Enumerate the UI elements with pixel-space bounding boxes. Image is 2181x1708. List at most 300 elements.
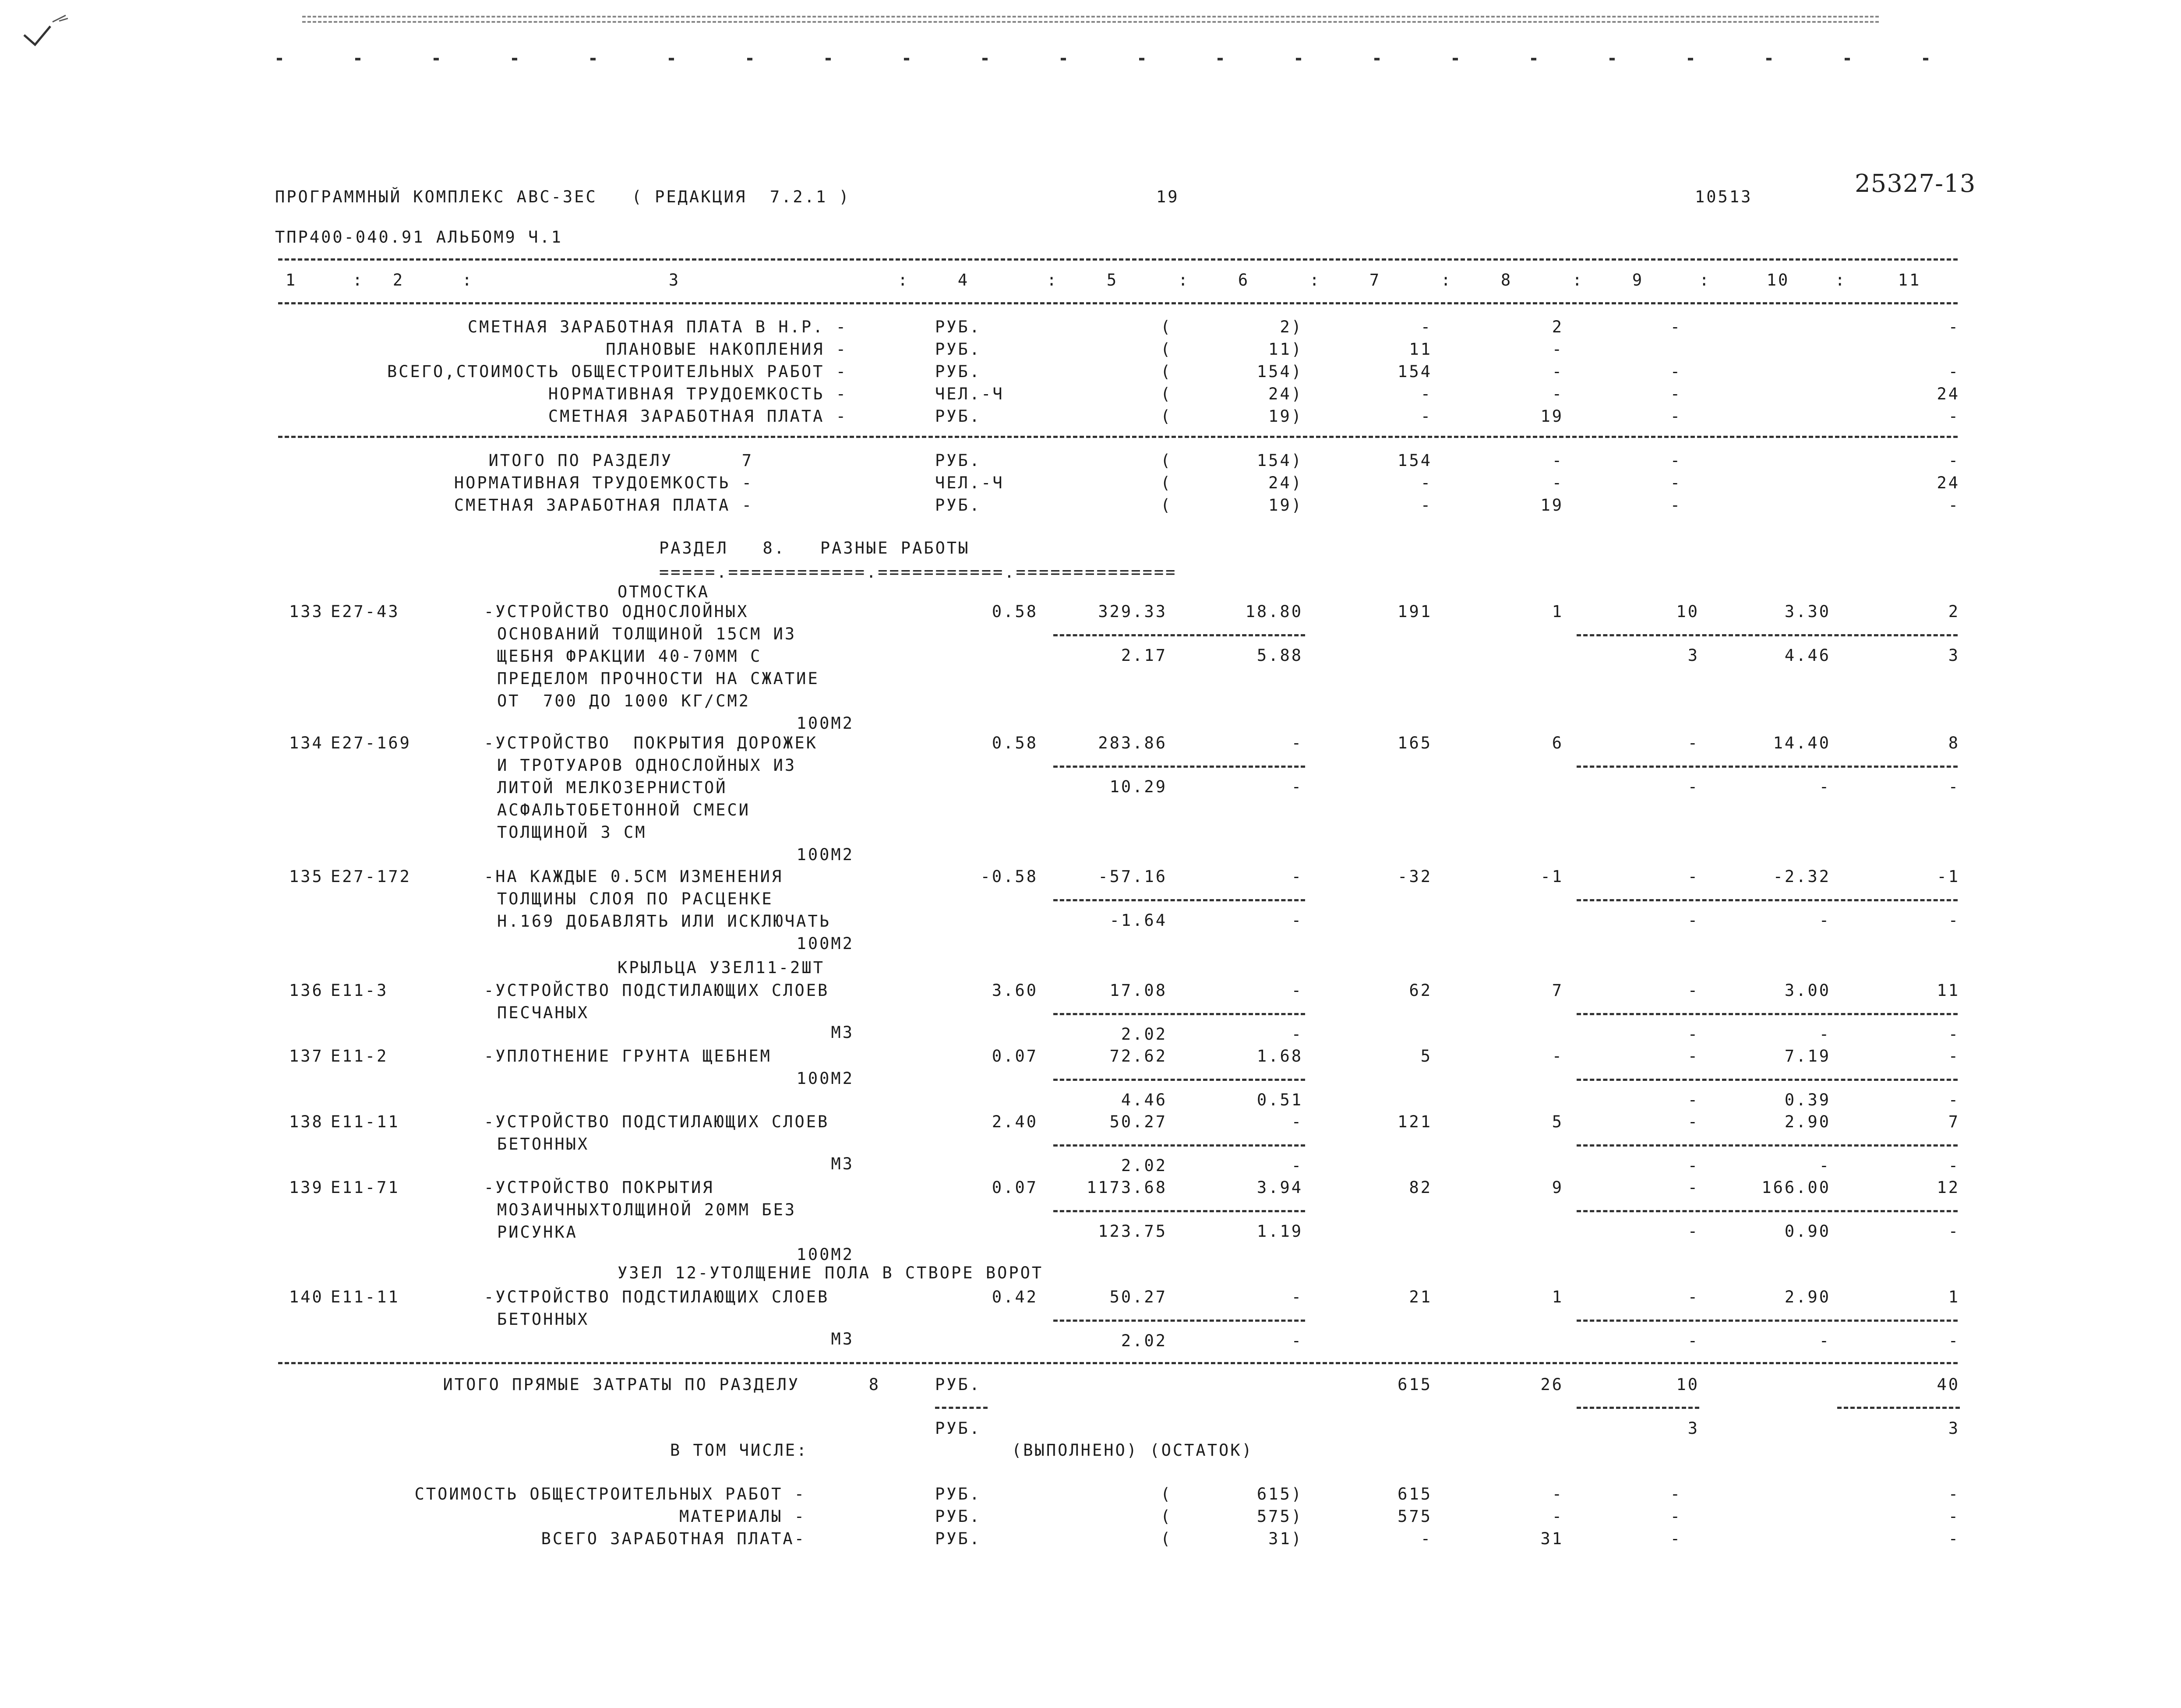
col5-value-second: 2.02 bbox=[1121, 1331, 1167, 1350]
value-divider bbox=[1053, 634, 1305, 636]
paren-value: 154) bbox=[1256, 451, 1303, 470]
col10-value: 3.00 bbox=[1784, 981, 1831, 1000]
value-divider bbox=[1577, 1320, 1958, 1322]
paren-open: ( bbox=[1161, 1507, 1172, 1526]
col9-value-second: - bbox=[1687, 1222, 1699, 1241]
col11-value: -1 bbox=[1937, 867, 1960, 886]
value-divider bbox=[1577, 1079, 1958, 1081]
item-description: ТОЛЩИНОЙ 3 СМ bbox=[497, 823, 647, 842]
subsection-heading: ОТМОСТКА bbox=[618, 582, 710, 601]
unit-cell: РУБ. bbox=[935, 1529, 981, 1548]
column-number: 4 bbox=[957, 271, 970, 289]
col5-value-second: 4.46 bbox=[1121, 1090, 1167, 1109]
col11-value: 11 bbox=[1937, 981, 1960, 1000]
totals-col7: 615 bbox=[1398, 1375, 1432, 1394]
item-description: -НА КАЖДЫЕ 0.5СМ ИЗМЕНЕНИЯ bbox=[484, 867, 783, 886]
col10-value: 7.19 bbox=[1784, 1047, 1831, 1066]
item-description: АСФАЛЬТОБЕТОННОЙ СМЕСИ bbox=[497, 801, 751, 819]
handwritten-number: 25327-13 bbox=[1855, 169, 1976, 198]
col5-value-second: 10.29 bbox=[1109, 777, 1167, 796]
col5-value-second: -1.64 bbox=[1109, 911, 1167, 930]
col9-value: - bbox=[1670, 1507, 1682, 1526]
col9-value: - bbox=[1670, 362, 1682, 381]
perforation-dot bbox=[434, 58, 439, 60]
perforation-dot bbox=[1453, 58, 1458, 60]
totals-divider bbox=[1837, 1407, 1960, 1409]
value-divider bbox=[1577, 634, 1958, 636]
col6-value-second: - bbox=[1291, 1156, 1303, 1175]
col11-value: - bbox=[1948, 407, 1960, 426]
paren-open: ( bbox=[1161, 496, 1172, 515]
col10-value: 166.00 bbox=[1761, 1178, 1831, 1197]
col8-value: - bbox=[1552, 340, 1563, 359]
paren-value: 154) bbox=[1256, 362, 1303, 381]
col9-value: - bbox=[1670, 385, 1682, 403]
col7-value: 5 bbox=[1420, 1047, 1432, 1066]
col11-value: 2 bbox=[1948, 602, 1960, 621]
column-number: 3 bbox=[668, 271, 681, 289]
perforation-dot bbox=[1609, 58, 1615, 60]
paren-value: 2) bbox=[1280, 318, 1303, 336]
item-code: Е27-43 bbox=[331, 602, 400, 621]
col5-value: 329.33 bbox=[1098, 602, 1167, 621]
col7-value: 154 bbox=[1398, 451, 1432, 470]
col9-value: - bbox=[1670, 318, 1682, 336]
col7-value: - bbox=[1420, 1529, 1432, 1548]
col6-value: - bbox=[1291, 981, 1303, 1000]
column-number: 5 bbox=[1106, 271, 1119, 289]
column-separator: : bbox=[898, 271, 910, 289]
column-number: 10 bbox=[1766, 271, 1790, 289]
col8-value: 2 bbox=[1552, 318, 1563, 336]
col11-value-second: - bbox=[1948, 911, 1960, 930]
column-separator: : bbox=[1699, 271, 1711, 289]
col6-value: - bbox=[1291, 734, 1303, 752]
perforation-dot bbox=[826, 58, 831, 60]
paren-open: ( bbox=[1161, 473, 1172, 492]
col5-value-second: 2.17 bbox=[1121, 646, 1167, 665]
col11-value-second: - bbox=[1948, 777, 1960, 796]
col11-value: - bbox=[1948, 362, 1960, 381]
summary-label: СМЕТНАЯ ЗАРАБОТНАЯ ПЛАТА - bbox=[454, 496, 753, 515]
top-rule bbox=[302, 16, 1879, 18]
including-label: В ТОМ ЧИСЛЕ: bbox=[670, 1441, 808, 1460]
col9-value: - bbox=[1687, 1288, 1699, 1306]
item-description: ОТ 700 ДО 1000 КГ/СМ2 bbox=[497, 692, 751, 710]
col10-value-second: 0.39 bbox=[1784, 1090, 1831, 1109]
col9-value: - bbox=[1670, 1485, 1682, 1503]
value-divider bbox=[1053, 1013, 1305, 1015]
col11-value: - bbox=[1948, 1507, 1960, 1526]
col7-value: - bbox=[1420, 318, 1432, 336]
col5-value: 50.27 bbox=[1109, 1288, 1167, 1306]
col9-value: - bbox=[1687, 867, 1699, 886]
col8-value: - bbox=[1552, 385, 1563, 403]
unit-cell: ЧЕЛ.-Ч bbox=[935, 385, 1004, 403]
col11-value-second: - bbox=[1948, 1156, 1960, 1175]
item-number: 138 bbox=[289, 1112, 324, 1131]
perforation-dot bbox=[1061, 58, 1066, 60]
paren-open: ( bbox=[1161, 385, 1172, 403]
item-number: 135 bbox=[289, 867, 324, 886]
unit-cell: РУБ. bbox=[935, 407, 981, 426]
summary-label: ПЛАНОВЫЕ НАКОПЛЕНИЯ - bbox=[606, 340, 847, 359]
item-code: Е11-71 bbox=[331, 1178, 400, 1197]
item-code: Е11-11 bbox=[331, 1112, 400, 1131]
col7-value: 62 bbox=[1409, 981, 1432, 1000]
col4-value: 3.60 bbox=[992, 981, 1038, 1000]
col11-value-second: - bbox=[1948, 1331, 1960, 1350]
col8-value: - bbox=[1552, 1047, 1563, 1066]
section-underline: =====.============.===========.============== bbox=[659, 563, 1177, 582]
col11-value-second: - bbox=[1948, 1025, 1960, 1044]
col8-value: - bbox=[1552, 473, 1563, 492]
totals-divider bbox=[935, 1407, 988, 1409]
item-code: Е11-11 bbox=[331, 1288, 400, 1306]
col10-value-second: - bbox=[1819, 1025, 1831, 1044]
col9-value-second: - bbox=[1687, 777, 1699, 796]
col4-value: 0.42 bbox=[992, 1288, 1038, 1306]
totals-rule bbox=[278, 1362, 1958, 1364]
perforation-dot bbox=[747, 58, 752, 60]
value-divider bbox=[1053, 1079, 1305, 1081]
perforation-dot bbox=[904, 58, 909, 60]
item-unit: М3 bbox=[831, 1023, 854, 1042]
col7-value: 154 bbox=[1398, 362, 1432, 381]
col5-value-second: 123.75 bbox=[1098, 1222, 1167, 1241]
item-unit: 100М2 bbox=[796, 845, 854, 864]
column-separator: : bbox=[1309, 271, 1321, 289]
unit-cell: РУБ. bbox=[935, 1507, 981, 1526]
item-unit: 100М2 bbox=[796, 714, 854, 733]
col6-value: 1.68 bbox=[1256, 1047, 1303, 1066]
item-number: 140 bbox=[289, 1288, 324, 1306]
summary-label: ВСЕГО,СТОИМОСТЬ ОБЩЕСТРОИТЕЛЬНЫХ РАБОТ - bbox=[387, 362, 847, 381]
col9-value: - bbox=[1687, 981, 1699, 1000]
pen-mark-icon bbox=[18, 9, 79, 53]
col9-value-second: - bbox=[1687, 1156, 1699, 1175]
col7-value: 82 bbox=[1409, 1178, 1432, 1197]
col6-value-second: - bbox=[1291, 777, 1303, 796]
col8-value: - bbox=[1552, 1485, 1563, 1503]
col8-value: - bbox=[1552, 451, 1563, 470]
section-title: РАЗДЕЛ 8. РАЗНЫЕ РАБОТЫ bbox=[659, 539, 970, 558]
summary-label: СТОИМОСТЬ ОБЩЕСТРОИТЕЛЬНЫХ РАБОТ - bbox=[414, 1485, 806, 1503]
col9-value: - bbox=[1687, 1047, 1699, 1066]
totals-col11: 40 bbox=[1937, 1375, 1960, 1394]
col6-value: - bbox=[1291, 867, 1303, 886]
col11-value: 24 bbox=[1937, 385, 1960, 403]
col9-value: 10 bbox=[1676, 602, 1699, 621]
unit-cell: РУБ. bbox=[935, 451, 981, 470]
item-description: ПЕСЧАНЫХ bbox=[497, 1003, 589, 1022]
col9-value-second: - bbox=[1687, 911, 1699, 930]
col7-value: 21 bbox=[1409, 1288, 1432, 1306]
page-number: 19 bbox=[1156, 187, 1179, 206]
perforation-dot bbox=[669, 58, 674, 60]
col9-value: - bbox=[1670, 451, 1682, 470]
col7-value: 575 bbox=[1398, 1507, 1432, 1526]
perforation-dot bbox=[1296, 58, 1301, 60]
item-description: Н.169 ДОБАВЛЯТЬ ИЛИ ИСКЛЮЧАТЬ bbox=[497, 912, 831, 931]
col11-value: 1 bbox=[1948, 1288, 1960, 1306]
unit-cell: РУБ. bbox=[935, 362, 981, 381]
perforation-dot bbox=[1766, 58, 1772, 60]
col11-value: 8 bbox=[1948, 734, 1960, 752]
unit-cell: РУБ. bbox=[935, 340, 981, 359]
totals-unit-second: РУБ. bbox=[935, 1419, 981, 1438]
value-divider bbox=[1577, 1210, 1958, 1212]
paren-open: ( bbox=[1161, 1529, 1172, 1548]
paren-open: ( bbox=[1161, 340, 1172, 359]
column-number: 7 bbox=[1369, 271, 1381, 289]
unit-cell: РУБ. bbox=[935, 1485, 981, 1503]
perforation-dot bbox=[1845, 58, 1850, 60]
col7-value: - bbox=[1420, 407, 1432, 426]
col4-value: 0.58 bbox=[992, 734, 1038, 752]
paren-open: ( bbox=[1161, 362, 1172, 381]
paren-value: 24) bbox=[1268, 385, 1303, 403]
perforation-dot bbox=[277, 58, 282, 60]
col5-value: 283.86 bbox=[1098, 734, 1167, 752]
paren-value: 31) bbox=[1268, 1529, 1303, 1548]
column-separator: : bbox=[1441, 271, 1453, 289]
col7-value: 191 bbox=[1398, 602, 1432, 621]
value-divider bbox=[1053, 766, 1305, 768]
item-description: ТОЛЩИНЫ СЛОЯ ПО РАСЦЕНКЕ bbox=[497, 889, 773, 908]
col6-value-second: - bbox=[1291, 1025, 1303, 1044]
column-separator: : bbox=[1178, 271, 1190, 289]
column-number: 1 bbox=[285, 271, 297, 289]
value-divider bbox=[1577, 899, 1958, 901]
perforation-dot bbox=[1218, 58, 1223, 60]
col8-value: - bbox=[1552, 1507, 1563, 1526]
col7-value: 165 bbox=[1398, 734, 1432, 752]
col9-value: - bbox=[1670, 496, 1682, 515]
col11-value: - bbox=[1948, 1047, 1960, 1066]
col11-value-second: - bbox=[1948, 1090, 1960, 1109]
col9-value: - bbox=[1670, 407, 1682, 426]
col7-value: 615 bbox=[1398, 1485, 1432, 1503]
col7-value: 121 bbox=[1398, 1112, 1432, 1131]
col4-value: 0.07 bbox=[992, 1047, 1038, 1066]
col7-value: - bbox=[1420, 385, 1432, 403]
col11-value: - bbox=[1948, 318, 1960, 336]
col4-value: 2.40 bbox=[992, 1112, 1038, 1131]
col6-value-second: - bbox=[1291, 1331, 1303, 1350]
perforation-dot bbox=[1923, 58, 1928, 60]
col11-value: - bbox=[1948, 496, 1960, 515]
item-code: Е27-169 bbox=[331, 734, 411, 752]
value-divider bbox=[1053, 899, 1305, 901]
col6-value: 3.94 bbox=[1256, 1178, 1303, 1197]
col8-value: 19 bbox=[1540, 496, 1563, 515]
column-number: 2 bbox=[392, 271, 405, 289]
column-number: 8 bbox=[1500, 271, 1513, 289]
item-number: 134 bbox=[289, 734, 324, 752]
unit-cell: ЧЕЛ.-Ч bbox=[935, 473, 1004, 492]
summary-label: МАТЕРИАЛЫ - bbox=[679, 1507, 806, 1526]
item-number: 136 bbox=[289, 981, 324, 1000]
item-description: -УСТРОЙСТВО ПОДСТИЛАЮЩИХ СЛОЕВ bbox=[484, 981, 829, 1000]
col11-value: 12 bbox=[1937, 1178, 1960, 1197]
column-number: 9 bbox=[1632, 271, 1644, 289]
summary-label: СМЕТНАЯ ЗАРАБОТНАЯ ПЛАТА - bbox=[548, 407, 847, 426]
col8-value: -1 bbox=[1540, 867, 1563, 886]
item-description: ОСНОВАНИЙ ТОЛЩИНОЙ 15СМ ИЗ bbox=[497, 625, 797, 643]
item-description: И ТРОТУАРОВ ОДНОСЛОЙНЫХ ИЗ bbox=[497, 756, 797, 775]
summary-label: СМЕТНАЯ ЗАРАБОТНАЯ ПЛАТА В Н.Р. - bbox=[467, 318, 847, 336]
col8-value: 31 bbox=[1540, 1529, 1563, 1548]
col7-value: 11 bbox=[1409, 340, 1432, 359]
item-description: ПРЕДЕЛОМ ПРОЧНОСТИ НА СЖАТИЕ bbox=[497, 669, 819, 688]
item-unit: М3 bbox=[831, 1154, 854, 1173]
col8-value: 9 bbox=[1552, 1178, 1563, 1197]
summary-label: НОРМАТИВНАЯ ТРУДОЕМКОСТЬ - bbox=[548, 385, 847, 403]
column-number: 6 bbox=[1238, 271, 1250, 289]
unit-cell: РУБ. bbox=[935, 318, 981, 336]
perforation-dot bbox=[1688, 58, 1693, 60]
col10-value-second: 4.46 bbox=[1784, 646, 1831, 665]
col11-value-second: 3 bbox=[1948, 646, 1960, 665]
perforation-dot bbox=[512, 58, 517, 60]
col7-value: - bbox=[1420, 473, 1432, 492]
column-number: 11 bbox=[1898, 271, 1921, 289]
col8-value: 1 bbox=[1552, 602, 1563, 621]
column-separator: : bbox=[462, 271, 474, 289]
col10-value-second: - bbox=[1819, 1156, 1831, 1175]
col9-value: - bbox=[1687, 734, 1699, 752]
col4-value: 0.07 bbox=[992, 1178, 1038, 1197]
col4-value: -0.58 bbox=[980, 867, 1038, 886]
summary-label: ИТОГО ПО РАЗДЕЛУ 7 bbox=[488, 451, 753, 470]
paren-open: ( bbox=[1161, 407, 1172, 426]
item-description: БЕТОННЫХ bbox=[497, 1135, 589, 1154]
col11-value: - bbox=[1948, 1529, 1960, 1548]
totals-unit: РУБ. bbox=[935, 1375, 981, 1394]
paren-value: 19) bbox=[1268, 496, 1303, 515]
column-separator: : bbox=[1835, 271, 1847, 289]
program-title: ПРОГРАММНЫЙ КОМПЛЕКС АВС-3ЕС ( РЕДАКЦИЯ 7.2.1 ) bbox=[275, 187, 851, 206]
item-description: РИСУНКА bbox=[497, 1223, 578, 1242]
col6-value-second: 1.19 bbox=[1256, 1222, 1303, 1241]
totals-col8: 26 bbox=[1540, 1375, 1563, 1394]
column-separator: : bbox=[353, 271, 364, 289]
col9-value-second: 3 bbox=[1687, 646, 1699, 665]
item-description: -УСТРОЙСТВО ПОДСТИЛАЮЩИХ СЛОЕВ bbox=[484, 1288, 829, 1306]
col10-value-second: - bbox=[1819, 911, 1831, 930]
col8-value: 7 bbox=[1552, 981, 1563, 1000]
item-unit: М3 bbox=[831, 1330, 854, 1348]
perforation-dot bbox=[355, 58, 360, 60]
paren-value: 24) bbox=[1268, 473, 1303, 492]
paren-open: ( bbox=[1161, 318, 1172, 336]
value-divider bbox=[1577, 766, 1958, 768]
item-unit: 100М2 bbox=[796, 1069, 854, 1088]
item-number: 137 bbox=[289, 1047, 324, 1066]
value-divider bbox=[1577, 1144, 1958, 1147]
item-description: -УСТРОЙСТВО ПОДСТИЛАЮЩИХ СЛОЕВ bbox=[484, 1112, 829, 1131]
item-code: Е11-3 bbox=[331, 981, 388, 1000]
paren-open: ( bbox=[1161, 451, 1172, 470]
paren-value: 615) bbox=[1256, 1485, 1303, 1503]
perforation-dot bbox=[1374, 58, 1380, 60]
album-title: ТПР400-040.91 АЛЬБОМ9 Ч.1 bbox=[275, 228, 563, 247]
col8-value: 6 bbox=[1552, 734, 1563, 752]
col7-value: -32 bbox=[1398, 867, 1432, 886]
value-divider bbox=[1053, 1320, 1305, 1322]
col10-value: 3.30 bbox=[1784, 602, 1831, 621]
paren-value: 575) bbox=[1256, 1507, 1303, 1526]
col5-value-second: 2.02 bbox=[1121, 1156, 1167, 1175]
col5-value: 1173.68 bbox=[1087, 1178, 1167, 1197]
item-unit: 100М2 bbox=[796, 1245, 854, 1264]
column-separator: : bbox=[1047, 271, 1059, 289]
col8-value: 19 bbox=[1540, 407, 1563, 426]
col10-value-second: - bbox=[1819, 777, 1831, 796]
col10-value: 14.40 bbox=[1773, 734, 1831, 752]
col6-value: - bbox=[1291, 1288, 1303, 1306]
col11-value-second: - bbox=[1948, 1222, 1960, 1241]
perforation-dot bbox=[982, 58, 988, 60]
totals-col11-second: 3 bbox=[1948, 1419, 1960, 1438]
perforation-dot bbox=[1531, 58, 1536, 60]
totals-label: ИТОГО ПРЯМЫЕ ЗАТРАТЫ ПО РАЗДЕЛУ 8 bbox=[443, 1375, 880, 1394]
col11-value: - bbox=[1948, 451, 1960, 470]
item-code: Е27-172 bbox=[331, 867, 411, 886]
summary-label: ВСЕГО ЗАРАБОТНАЯ ПЛАТА- bbox=[541, 1529, 806, 1548]
col9-value: - bbox=[1687, 1112, 1699, 1131]
item-description: -УСТРОЙСТВО ПОКРЫТИЯ ДОРОЖЕК bbox=[484, 734, 818, 752]
col8-value: - bbox=[1552, 362, 1563, 381]
item-description: -УСТРОЙСТВО ПОКРЫТИЯ bbox=[484, 1178, 714, 1197]
header-rule bbox=[278, 302, 1958, 304]
value-divider bbox=[1577, 1013, 1958, 1015]
perforation-dot bbox=[590, 58, 596, 60]
col6-value-second: - bbox=[1291, 911, 1303, 930]
totals-col9: 10 bbox=[1676, 1375, 1699, 1394]
summary-label: НОРМАТИВНАЯ ТРУДОЕМКОСТЬ - bbox=[454, 473, 753, 492]
col9-value-second: - bbox=[1687, 1090, 1699, 1109]
paren-value: 11) bbox=[1268, 340, 1303, 359]
item-description: ЛИТОЙ МЕЛКОЗЕРНИСТОЙ bbox=[497, 778, 727, 797]
item-description: БЕТОННЫХ bbox=[497, 1310, 589, 1329]
subsection-heading: УЗЕЛ 12-УТОЛЩЕНИЕ ПОЛА В СТВОРЕ ВОРОТ bbox=[618, 1263, 1044, 1282]
col6-value: 18.80 bbox=[1245, 602, 1303, 621]
col6-value-second: 5.88 bbox=[1256, 646, 1303, 665]
col6-value-second: 0.51 bbox=[1256, 1090, 1303, 1109]
item-number: 139 bbox=[289, 1178, 324, 1197]
paren-value: 19) bbox=[1268, 407, 1303, 426]
totals-col9-second: 3 bbox=[1687, 1419, 1699, 1438]
column-separator: : bbox=[1572, 271, 1584, 289]
totals-divider bbox=[1577, 1407, 1699, 1409]
col4-value: 0.58 bbox=[992, 602, 1038, 621]
top-rule bbox=[302, 21, 1879, 23]
col11-value: - bbox=[1948, 1485, 1960, 1503]
col9-value: - bbox=[1670, 1529, 1682, 1548]
col10-value: 2.90 bbox=[1784, 1288, 1831, 1306]
header-rule bbox=[278, 258, 1958, 261]
perforation-dot bbox=[1139, 58, 1144, 60]
item-code: Е11-2 bbox=[331, 1047, 388, 1066]
section-rule bbox=[278, 436, 1958, 438]
item-description: ЩЕБНЯ ФРАКЦИИ 40-70ММ С bbox=[497, 647, 762, 666]
col10-value: -2.32 bbox=[1773, 867, 1831, 886]
subsection-heading: КРЫЛЬЦА УЗЕЛ11-2ШТ bbox=[618, 958, 825, 977]
value-divider bbox=[1053, 1210, 1305, 1212]
item-unit: 100М2 bbox=[796, 934, 854, 953]
